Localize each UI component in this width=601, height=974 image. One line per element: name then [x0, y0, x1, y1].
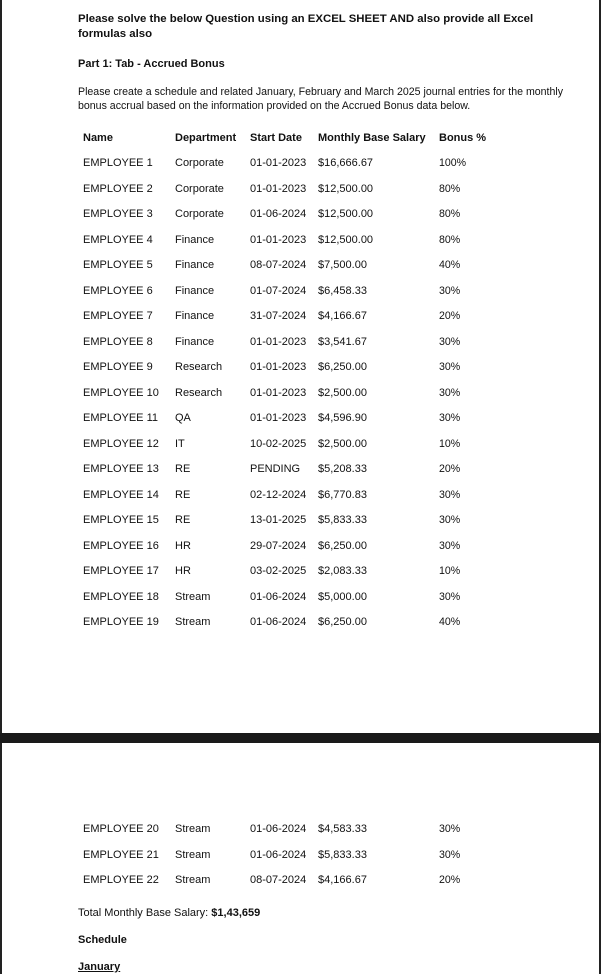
table-row: [0, 412, 601, 428]
cell-salary: $5,000.00: [318, 590, 367, 603]
cell-salary: $12,500.00: [318, 233, 374, 246]
cell-name: EMPLOYEE 8: [83, 335, 153, 348]
cell-name: EMPLOYEE 7: [83, 310, 153, 322]
cell-name: EMPLOYEE 5: [83, 259, 153, 271]
cell-department: Finance: [175, 284, 215, 297]
cell-salary: $4,583.33: [318, 823, 367, 835]
cell-department: Stream: [175, 616, 211, 628]
cell-salary: $6,250.00: [318, 361, 367, 373]
cell-bonus: 40%: [439, 616, 461, 628]
cell-bonus: 30%: [439, 386, 461, 399]
cell-salary: $12,500.00: [318, 182, 374, 195]
cell-bonus: 10%: [439, 437, 461, 450]
cell-department: Stream: [175, 874, 211, 886]
total-value: $1,43,659: [211, 907, 261, 919]
cell-name: EMPLOYEE 6: [83, 284, 153, 297]
cell-bonus: 20%: [439, 874, 461, 886]
cell-bonus: 20%: [439, 310, 461, 322]
cell-name: EMPLOYEE 13: [83, 463, 159, 475]
cell-department: Stream: [175, 590, 211, 603]
cell-start-date: 01-06-2024: [250, 848, 307, 861]
table-row: [0, 849, 601, 865]
cell-start-date: 01-06-2024: [250, 823, 307, 835]
cell-bonus: 40%: [439, 259, 461, 271]
cell-department: HR: [175, 539, 191, 552]
cell-name: EMPLOYEE 3: [83, 208, 153, 220]
cell-department: RE: [175, 514, 191, 526]
cell-bonus: 30%: [439, 335, 461, 348]
table-row: [0, 565, 601, 581]
january-heading: January: [78, 961, 121, 973]
table-row: [0, 874, 601, 890]
cell-start-date: 01-01-2023: [250, 361, 307, 373]
header-department: Department: [175, 132, 237, 144]
cell-name: EMPLOYEE 1: [83, 157, 153, 169]
cell-salary: $7,500.00: [318, 259, 367, 271]
cell-bonus: 30%: [439, 284, 461, 297]
cell-start-date: 01-01-2023: [250, 182, 307, 195]
question-title: Please solve the below Question using an EXCEL SHEET AND also provide all Excel formulas also: [78, 13, 534, 40]
cell-department: Research: [175, 361, 223, 373]
cell-salary: $6,770.83: [318, 488, 367, 501]
cell-salary: $5,833.33: [318, 848, 367, 861]
cell-salary: $16,666.67: [318, 157, 374, 169]
cell-name: EMPLOYEE 9: [83, 361, 153, 373]
cell-salary: $6,250.00: [318, 539, 367, 552]
cell-name: EMPLOYEE 19: [83, 616, 159, 628]
cell-bonus: 30%: [439, 412, 461, 424]
cell-bonus: 30%: [439, 539, 461, 552]
cell-bonus: 20%: [439, 463, 461, 475]
cell-salary: $4,166.67: [318, 310, 367, 322]
cell-department: Stream: [175, 823, 211, 835]
total-label: Total Monthly Base Salary:: [78, 907, 209, 919]
table-row: [0, 183, 601, 199]
header-monthly-base-salary: Monthly Base Salary: [318, 132, 426, 144]
cell-department: Corporate: [175, 157, 224, 169]
cell-start-date: 01-01-2023: [250, 335, 307, 348]
cell-salary: $2,500.00: [318, 437, 367, 450]
table-row: [0, 823, 601, 839]
cell-name: EMPLOYEE 18: [83, 590, 159, 603]
cell-name: EMPLOYEE 15: [83, 514, 159, 526]
table-header: [0, 132, 601, 148]
cell-start-date: PENDING: [250, 463, 301, 475]
cell-bonus: 30%: [439, 361, 461, 373]
cell-start-date: 03-02-2025: [250, 565, 307, 577]
table-row: [0, 310, 601, 326]
cell-name: EMPLOYEE 20: [83, 823, 159, 835]
header-bonus-pct: Bonus %: [439, 132, 487, 144]
cell-salary: $5,208.33: [318, 463, 367, 475]
cell-salary: $12,500.00: [318, 208, 374, 220]
table-row: [0, 285, 601, 301]
table-row: [0, 234, 601, 250]
cell-department: IT: [175, 437, 185, 450]
cell-department: Corporate: [175, 182, 224, 195]
cell-bonus: 80%: [439, 208, 461, 220]
instructions: Please create a schedule and related January, February and March 2025 journal entries for the monthly bonus accrual based on the information provided on the Accrued Bonus data below.: [78, 86, 564, 112]
cell-start-date: 31-07-2024: [250, 310, 307, 322]
table-row: [0, 514, 601, 530]
table-row: [0, 387, 601, 403]
cell-salary: $2,500.00: [318, 386, 367, 399]
cell-bonus: 30%: [439, 514, 461, 526]
table-row: [0, 259, 601, 275]
cell-salary: $6,458.33: [318, 284, 367, 297]
cell-bonus: 10%: [439, 565, 461, 577]
cell-start-date: 01-01-2023: [250, 412, 307, 424]
cell-salary: $3,541.67: [318, 335, 367, 348]
cell-name: EMPLOYEE 11: [83, 412, 158, 424]
cell-bonus: 80%: [439, 233, 461, 246]
cell-name: EMPLOYEE 22: [83, 874, 159, 886]
cell-start-date: 01-06-2024: [250, 590, 307, 603]
part-heading: Part 1: Tab - Accrued Bonus: [78, 58, 225, 70]
cell-name: EMPLOYEE 17: [83, 565, 159, 577]
cell-salary: $4,596.90: [318, 412, 367, 424]
cell-department: HR: [175, 565, 191, 577]
table-row: [0, 489, 601, 505]
cell-department: RE: [175, 463, 191, 475]
cell-department: QA: [175, 412, 191, 424]
cell-department: Stream: [175, 848, 211, 861]
schedule-heading: Schedule: [78, 934, 127, 946]
cell-bonus: 100%: [439, 157, 467, 169]
cell-start-date: 01-01-2023: [250, 157, 307, 169]
cell-salary: $6,250.00: [318, 616, 367, 628]
cell-start-date: 02-12-2024: [250, 488, 307, 501]
cell-salary: $4,166.67: [318, 874, 367, 886]
cell-start-date: 01-06-2024: [250, 616, 307, 628]
total-monthly-base-salary: [78, 907, 260, 919]
cell-start-date: 08-07-2024: [250, 259, 307, 271]
header-start-date: Start Date: [250, 132, 302, 144]
header-name: Name: [83, 132, 113, 144]
cell-department: Research: [175, 386, 223, 399]
cell-start-date: 01-01-2023: [250, 386, 307, 399]
page-divider: [0, 733, 601, 743]
table-row: [0, 591, 601, 607]
cell-start-date: 29-07-2024: [250, 539, 307, 552]
cell-salary: $2,083.33: [318, 565, 367, 577]
cell-department: RE: [175, 488, 191, 501]
cell-name: EMPLOYEE 10: [83, 386, 159, 399]
cell-name: EMPLOYEE 4: [83, 233, 153, 246]
cell-name: EMPLOYEE 14: [83, 488, 159, 501]
table-row: [0, 157, 601, 173]
table-row: [0, 208, 601, 224]
cell-start-date: 01-01-2023: [250, 233, 307, 246]
cell-department: Finance: [175, 335, 215, 348]
cell-start-date: 01-06-2024: [250, 208, 307, 220]
cell-bonus: 30%: [439, 590, 461, 603]
cell-department: Finance: [175, 259, 215, 271]
cell-name: EMPLOYEE 16: [83, 539, 159, 552]
cell-salary: $5,833.33: [318, 514, 367, 526]
cell-start-date: 08-07-2024: [250, 874, 307, 886]
cell-department: Finance: [175, 310, 215, 322]
cell-start-date: 01-07-2024: [250, 284, 307, 297]
cell-start-date: 10-02-2025: [250, 437, 307, 450]
cell-name: EMPLOYEE 21: [83, 848, 159, 861]
cell-name: EMPLOYEE 2: [83, 182, 153, 195]
cell-department: Corporate: [175, 208, 224, 220]
table-row: [0, 616, 601, 632]
cell-bonus: 30%: [439, 823, 461, 835]
table-row: [0, 463, 601, 479]
table-row: [0, 438, 601, 454]
cell-name: EMPLOYEE 12: [83, 437, 159, 450]
cell-start-date: 13-01-2025: [250, 514, 307, 526]
table-row: [0, 336, 601, 352]
cell-bonus: 80%: [439, 182, 461, 195]
table-row: [0, 361, 601, 377]
table-row: [0, 540, 601, 556]
cell-bonus: 30%: [439, 848, 461, 861]
cell-department: Finance: [175, 233, 215, 246]
cell-bonus: 30%: [439, 488, 461, 501]
